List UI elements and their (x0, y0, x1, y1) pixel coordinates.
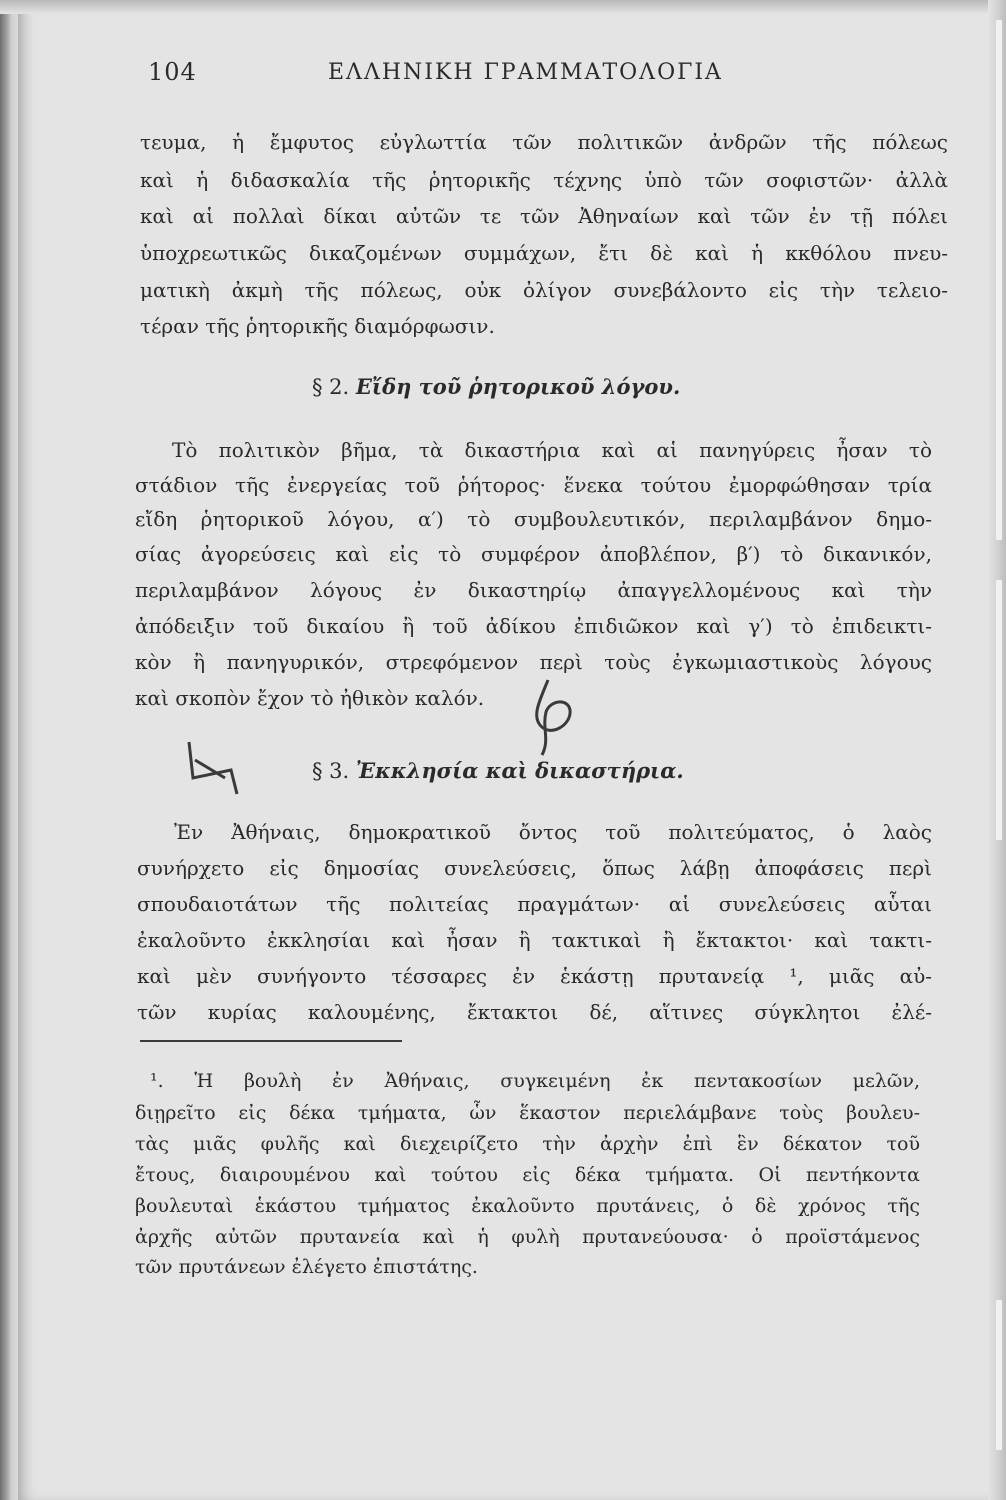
top-edge (0, 0, 1006, 14)
text-line: στάδιον τῆς ἐνεργείας τοῦ ῥήτορος· ἕνεκα τούτου ἐμορφώθησαν τρία (135, 473, 932, 497)
text-line: καὶ ἡ διδασκαλία τῆς ῥητορικῆς τέχνης ὑπὸ τῶν σοφιστῶν· ἀλλὰ (140, 168, 948, 192)
section-number: § 3. (312, 759, 350, 783)
section-title: Ἐκκλησία καὶ δικαστήρια. (355, 758, 684, 783)
pencil-mark-icon (520, 670, 590, 760)
page-edge-right (988, 0, 1006, 1500)
text-line: καὶ σκοπὸν ἔχον τὸ ἠθικὸν καλόν. (135, 686, 485, 710)
pencil-annotation-icon (185, 738, 255, 798)
footnote-line: διῃρεῖτο εἰς δέκα τμήματα, ὧν ἕκαστον περιελάμβανε τοὺς βουλευ- (135, 1102, 920, 1124)
text-line: περιλαμβάνον λόγους ἐν δικαστηρίῳ ἀπαγγελλομένους καὶ τὴν (135, 578, 932, 602)
text-line: εἴδη ῥητορικοῦ λόγου, α′) τὸ συμβουλευτικόν, περιλαμβάνον δημο- (135, 507, 932, 531)
running-title: ΕΛΛΗΝΙΚΗ ΓΡΑΜΜΑΤΟΛΟΓΙΑ (328, 60, 723, 85)
section-heading (312, 758, 684, 783)
footnote-rule (140, 1040, 402, 1042)
footnote-line: ἀρχῆς αὐτῶν πρυτανεία καὶ ἡ φυλὴ πρυτανεύουσα· ὁ προϊστάμενος (135, 1226, 920, 1248)
book-spine-shadow (0, 0, 12, 1500)
text-line: συνήρχετο εἰς δημοσίας συνελεύσεις, ὅπως λάβῃ ἀποφάσεις περὶ (137, 856, 932, 880)
text-line: σπουδαιοτάτων τῆς πολιτείας πραγμάτων· αἱ συνελεύσεις αὗται (137, 892, 932, 916)
text-line: τέραν τῆς ῥητορικῆς διαμόρφωσιν. (140, 314, 495, 338)
section-heading (312, 374, 680, 399)
text-line: Τὸ πολιτικὸν βῆμα, τὰ δικαστήρια καὶ αἱ πανηγύρεις ἦσαν τὸ (172, 438, 932, 462)
text-line: Ἐν Ἀθήναις, δημοκρατικοῦ ὄντος τοῦ πολιτεύματος, ὁ λαὸς (174, 820, 932, 844)
footnote-line: τῶν πρυτάνεων ἐλέγετο ἐπιστάτης. (135, 1256, 478, 1278)
page-number: 104 (148, 58, 197, 86)
footnote-line: ¹. Ἡ βουλὴ ἐν Ἀθήναις, συγκειμένη ἐκ πεντακοσίων μελῶν, (150, 1070, 920, 1092)
text-line: ματικὴ ἀκμὴ τῆς πόλεως, οὐκ ὀλίγον συνεβάλοντο εἰς τὴν τελειο- (140, 278, 948, 302)
text-line: σίας ἀγορεύσεις καὶ εἰς τὸ συμφέρον ἀποβλέπον, β′) τὸ δικανικόν, (135, 542, 932, 566)
text-line: τευμα, ἡ ἔμφυτος εὐγλωττία τῶν πολιτικῶν ἀνδρῶν τῆς πόλεως (140, 130, 948, 154)
text-line: καὶ μὲν συνήγοντο τέσσαρες ἐν ἑκάστῃ πρυτανείᾳ ¹, μιᾶς αὐ- (137, 964, 932, 988)
text-line: τῶν κυρίας καλουμένης, ἔκτακτοι δέ, αἵτινες σύγκλητοι ἐλέ- (137, 1000, 932, 1024)
section-title: Εἴδη τοῦ ῥητορικοῦ λόγου. (355, 374, 681, 399)
text-line: καὶ αἱ πολλαὶ δίκαι αὐτῶν τε τῶν Ἀθηναίων καὶ τῶν ἐν τῇ πόλει (140, 204, 948, 228)
running-header (0, 58, 1006, 98)
text-line: κὸν ἢ πανηγυρικόν, στρεφόμενον περὶ τοὺς ἐγκωμιαστικοὺς λόγους (135, 650, 932, 674)
footnote-line: τὰς μιᾶς φυλῆς καὶ διεχειρίζετο τὴν ἀρχὴν ἐπὶ ἓν δέκατον τοῦ (135, 1133, 920, 1155)
text-line: ἐκαλοῦντο ἐκκλησίαι καὶ ἦσαν ἢ τακτικαὶ ἢ ἔκτακτοι· καὶ τακτι- (137, 928, 932, 952)
footnote-line: ἔτους, διαιρουμένου καὶ τούτου εἰς δέκα τμήματα. Οἱ πεντήκοντα (135, 1164, 920, 1186)
text-line: ἀπόδειξιν τοῦ δικαίου ἢ τοῦ ἀδίκου ἐπιδιῶκον καὶ γ′) τὸ ἐπιδεικτι- (135, 614, 932, 638)
footnote-line: βουλευταὶ ἑκάστου τμήματος ἐκαλοῦντο πρυτάνεις, ὁ δὲ χρόνος τῆς (135, 1195, 920, 1217)
text-line: ὑποχρεωτικῶς δικαζομένων συμμάχων, ἔτι δὲ καὶ ἡ κκθόλου πνευ- (140, 241, 948, 265)
section-number: § 2. (312, 375, 350, 399)
